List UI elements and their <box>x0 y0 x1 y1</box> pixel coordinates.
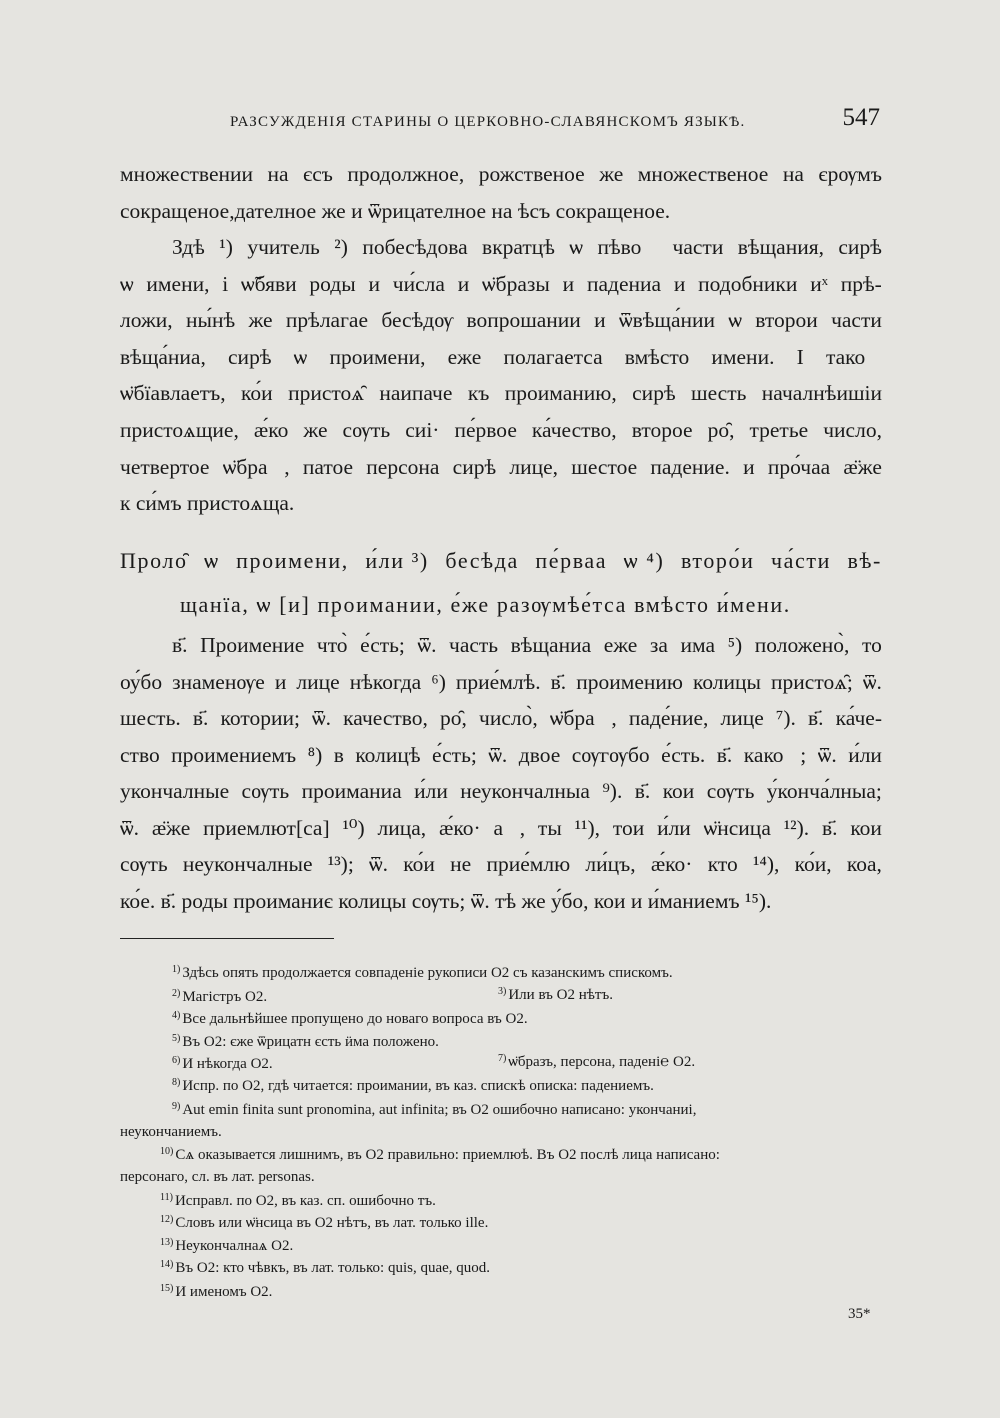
word: ѡ <box>293 345 308 369</box>
footnote <box>160 1192 436 1210</box>
word: проиманию, <box>504 381 617 405</box>
word: второе <box>631 418 693 442</box>
footnote-text: Въ О2: єже ѿрицатн єсть ӥма положено. <box>182 1034 439 1050</box>
word: у́конча́лныа; <box>766 779 882 803</box>
text-line <box>120 272 882 297</box>
word: проиманиа <box>301 779 402 803</box>
heading-word: проимени, <box>236 548 349 573</box>
word: сирѣ <box>452 455 497 479</box>
word: ӕ́ко <box>253 418 289 442</box>
word: ⁹). <box>602 779 623 803</box>
word: ѡ̈нсица <box>703 816 771 840</box>
footnote <box>172 988 267 1006</box>
word: ство <box>120 743 160 767</box>
heading-word: вѣ- <box>847 548 882 573</box>
word: ложи, <box>120 308 173 332</box>
footnote-text: Или въ О2 нѣтъ. <box>508 987 613 1003</box>
word: полагаетса <box>503 345 603 369</box>
text-line <box>120 491 294 516</box>
footnote-number: 7) <box>498 1053 507 1064</box>
word: в҃. <box>808 706 824 730</box>
footnote-continuation <box>120 1169 315 1186</box>
word: же <box>303 418 328 442</box>
word: ⁷). <box>775 706 796 730</box>
word: оу́бо <box>120 670 163 694</box>
word: Проимение <box>200 633 305 657</box>
word: в҃. <box>192 706 209 730</box>
word: єрѹмъ <box>818 162 882 186</box>
word: второи <box>755 308 818 332</box>
footnote-text: Испр. по О2, гдѣ читается: проимании, въ каз. спискѣ описка: падениемъ. <box>182 1078 654 1094</box>
word: ро̑, <box>440 706 467 730</box>
footnote-number: 11) <box>160 1192 173 1203</box>
word: на <box>267 162 289 186</box>
footnote-number: 6) <box>172 1055 181 1066</box>
word: прѣлагае <box>285 308 368 332</box>
text-line <box>120 743 882 768</box>
word: котории; <box>220 706 300 730</box>
word: ѿ. <box>312 706 332 730</box>
word: нѣкогда <box>349 670 422 694</box>
footnote <box>172 1101 696 1119</box>
footnote-text: Все дальнѣйшее пропущено до новаго вопроса въ О2. <box>182 1011 528 1027</box>
word: в҃. <box>716 743 733 767</box>
word: шесть <box>691 381 747 405</box>
word: аᷤ, <box>493 816 526 840</box>
word: ка́че- <box>835 706 882 730</box>
word: ¹²). <box>783 816 810 840</box>
word: ѡ̈браᷤ, <box>549 706 617 730</box>
word: ӕ́ко· <box>650 852 693 876</box>
word: ѡ̃бяви <box>241 272 297 296</box>
word: имени. <box>711 345 775 369</box>
word: же <box>599 162 624 186</box>
word: е́сть. <box>661 743 706 767</box>
word: знаменѹе <box>172 670 265 694</box>
word: ²) <box>334 235 348 259</box>
footnote-text: И нѣкогда О2. <box>182 1056 273 1072</box>
word: и <box>562 272 575 296</box>
heading-word: пе́рваа <box>535 548 608 573</box>
word: ѡ̈бїавлаетъ, <box>120 381 226 405</box>
word: пѣвоᷱ <box>597 235 659 259</box>
page-number: 547 <box>842 104 880 131</box>
word: прие́млѣ. <box>455 670 541 694</box>
word: неукончалныа <box>460 779 590 803</box>
text-line <box>120 670 882 695</box>
word: положено̀, <box>754 633 850 657</box>
footnote-number: 1) <box>172 964 181 975</box>
word: сѹгѹбо <box>571 743 650 767</box>
word: ѿ. <box>369 852 389 876</box>
word: что̀ <box>316 633 348 657</box>
word: ӕ̈же <box>151 816 191 840</box>
word: лице <box>296 670 340 694</box>
footnote-number: 8) <box>172 1077 181 1088</box>
word: в҃. <box>550 670 567 694</box>
word: сѹть <box>706 779 755 803</box>
word: проимениемъ <box>171 743 297 767</box>
word: укончалные <box>120 779 230 803</box>
line-text: ко́е. в҃. роды проиманиє колицы сѹть; ѿ. тѣ же у́бо, кои и и́маниемъ ¹⁵). <box>120 889 772 913</box>
word: І <box>796 345 804 369</box>
word: ка́чество, <box>531 418 617 442</box>
footnote <box>172 1055 273 1073</box>
word: кои <box>850 816 882 840</box>
heading-line-1 <box>120 548 882 574</box>
footnote-number: 9) <box>172 1101 181 1112</box>
word: приемлют[са] <box>203 816 330 840</box>
heading-word: и́ли ³) <box>365 548 429 573</box>
word: е́сть; <box>432 743 477 767</box>
word: ¹⁰) <box>342 816 365 840</box>
word: ӕ̈же <box>843 455 882 479</box>
word: сирѣ <box>838 235 882 259</box>
word: и <box>274 670 287 694</box>
word: шестое <box>571 455 638 479</box>
word: не <box>450 852 472 876</box>
heading-word: ѡ ⁴) <box>623 548 665 573</box>
word: ѿ. <box>817 743 837 767</box>
word: падение. <box>650 455 730 479</box>
footnote-separator <box>120 938 334 939</box>
footnote <box>172 964 673 982</box>
heading-line-2: щанїа, ѡ [и] проимании, е́же разѹмѣе́тса вмѣсто и́мени. <box>180 592 791 617</box>
word: сиі· <box>405 418 440 442</box>
word: еже <box>447 345 482 369</box>
word: третье <box>749 418 809 442</box>
word: ѡ̈бразы <box>482 272 550 296</box>
word: е́сть; <box>360 633 405 657</box>
word: ⁵) <box>727 633 743 657</box>
word: ѡ <box>569 235 584 259</box>
word: ѡ̈браᷤ, <box>222 455 290 479</box>
word: побесѣдова <box>362 235 468 259</box>
word: ро̑, <box>707 418 735 442</box>
word: и <box>743 455 755 479</box>
word: ны́нѣ <box>186 308 236 332</box>
word: колицы <box>692 670 761 694</box>
word: персона <box>366 455 440 479</box>
word: части <box>672 235 724 259</box>
footnote-text: Исправл. по О2, въ каз. сп. ошибочно тъ. <box>174 1193 436 1209</box>
word: лице <box>720 706 764 730</box>
running-head <box>120 104 880 138</box>
footnote-text: персонаго, сл. въ лат. personas. <box>120 1169 315 1185</box>
word: еже <box>603 633 638 657</box>
word: в҃. <box>821 816 838 840</box>
word: падениа <box>586 272 662 296</box>
footnote-number: 2) <box>172 988 181 999</box>
word: ӕ́ко· <box>439 816 481 840</box>
word: и <box>594 308 606 332</box>
word: сѹть <box>342 418 391 442</box>
footnote <box>160 1259 490 1277</box>
word: ⁶) <box>431 670 446 694</box>
word: и́ли <box>657 816 691 840</box>
word: за <box>649 633 668 657</box>
footnote-number: 14) <box>160 1259 174 1270</box>
word: часть <box>449 633 499 657</box>
word: и́ли <box>414 779 448 803</box>
word: на <box>782 162 804 186</box>
word: чи́сла <box>392 272 445 296</box>
heading-word: Проло̑ <box>120 548 188 573</box>
word: и <box>457 272 470 296</box>
footnote <box>172 1010 528 1028</box>
word: четвертое <box>120 455 210 479</box>
word: сирѣ <box>228 345 272 369</box>
word: ѿ. <box>120 816 139 840</box>
word: неукончалные <box>182 852 313 876</box>
word: ѿвѣща́нии <box>618 308 716 332</box>
word: ко́и, <box>794 852 832 876</box>
word: ¹¹), <box>574 816 601 840</box>
word: къ <box>467 381 490 405</box>
word: двое <box>518 743 561 767</box>
text-line <box>120 779 882 804</box>
word: ѿ. <box>862 670 882 694</box>
text-line <box>120 889 771 914</box>
word: бесѣдѹ <box>381 308 454 332</box>
word: наипаче <box>379 381 453 405</box>
word: началнѣишіи <box>761 381 882 405</box>
footnote <box>160 1283 272 1301</box>
word: множествении <box>120 162 253 186</box>
word: иˣ <box>810 272 828 296</box>
word: подобники <box>698 272 798 296</box>
word: же <box>248 308 273 332</box>
footnote-text: Aut emin finita sunt pronomina, aut infinita; въ О2 ошибочно написано: укончаниі, <box>182 1102 697 1118</box>
footnote <box>172 1077 654 1095</box>
footnote <box>160 1237 293 1255</box>
footnote <box>172 1033 439 1051</box>
word: сѹть <box>120 852 168 876</box>
footnote <box>498 986 613 1004</box>
word: вѣщаниа <box>510 633 592 657</box>
word: то <box>861 633 882 657</box>
text-line <box>120 308 882 333</box>
text-line <box>120 852 882 877</box>
text-line <box>120 199 670 224</box>
footnote-text: неукончаниемъ. <box>120 1124 222 1140</box>
footnote <box>498 1053 695 1071</box>
footnote-text: Словъ или ѡ̈нсица въ О2 нѣтъ, въ лат. только ille. <box>175 1215 489 1231</box>
text-line <box>120 816 882 841</box>
word: продолжное, <box>347 162 465 186</box>
word: ¹) <box>219 235 233 259</box>
footnote-number: 15) <box>160 1283 174 1294</box>
word: число, <box>823 418 882 442</box>
word: пристоѧ̑ <box>288 381 364 405</box>
word: ко́и <box>403 852 435 876</box>
footnote-continuation <box>120 1124 222 1141</box>
word: и <box>673 272 686 296</box>
footnote-text: Здѣсь опять продолжается совпаденіе рукописи О2 съ казанскимъ спискомъ. <box>182 965 673 981</box>
footnote-number: 12) <box>160 1214 174 1225</box>
heading-word: второ́и <box>680 548 755 573</box>
line-text: сокращеное,дателное же и ѿрицателное на ѣсъ сокращеное. <box>120 199 671 223</box>
word: учитель <box>247 235 320 259</box>
word: качество, <box>343 706 428 730</box>
word: вѣщания, <box>737 235 824 259</box>
word: рожственое <box>478 162 585 186</box>
text-line <box>172 235 882 260</box>
word: лица, <box>377 816 427 840</box>
word: в҃. <box>172 633 188 657</box>
word: про́чаа <box>767 455 831 479</box>
word: вкратцѣ <box>482 235 555 259</box>
word: ⁸) <box>307 743 323 767</box>
word: єсъ <box>303 162 333 186</box>
word: роды <box>309 272 356 296</box>
text-line <box>120 418 882 443</box>
word: ѿ. <box>417 633 437 657</box>
text-line <box>120 162 882 187</box>
line-text: к си́мъ пристоѧща. <box>120 491 295 515</box>
word: ѡ <box>728 308 742 332</box>
word: і <box>222 272 229 296</box>
word: такоᷤ <box>825 345 882 369</box>
text-line <box>120 706 882 731</box>
word: шесть. <box>120 706 181 730</box>
word: паде́ние, <box>628 706 709 730</box>
word: тои <box>612 816 645 840</box>
word: проимени, <box>329 345 426 369</box>
word: множественое <box>637 162 769 186</box>
footnote-number: 3) <box>498 986 507 997</box>
word: пе́рвое <box>454 418 517 442</box>
word: Здѣ <box>172 235 205 259</box>
word: сирѣ <box>632 381 676 405</box>
word: в҃. <box>634 779 651 803</box>
word: и <box>368 272 380 296</box>
word: проимению <box>576 670 683 694</box>
running-head-title: РАЗСУЖДЕНІЯ СТАРИНЫ О ЦЕРКОВНО-СЛАВЯНСКОМЪ ЯЗЫКѢ. <box>230 114 746 130</box>
word: патое <box>302 455 354 479</box>
text-line <box>120 455 882 480</box>
footnote-number: 5) <box>172 1033 181 1044</box>
word: пристоѧщие, <box>120 418 239 442</box>
word: какоᷤ; <box>743 743 807 767</box>
footnote-text: Въ О2: кто чѣвкъ, въ лат. только: quis, quae, quod. <box>175 1260 491 1276</box>
word: вѣща́ниа, <box>120 345 206 369</box>
signature-mark: 35* <box>848 1306 871 1322</box>
footnote-text: И именомъ О2. <box>175 1284 273 1300</box>
heading-word: ча́сти <box>771 548 831 573</box>
word: ѿ. <box>488 743 508 767</box>
word: в <box>333 743 344 767</box>
footnote-text: Неукончалнаѧ О2. <box>175 1238 294 1254</box>
word: ли́цъ, <box>585 852 636 876</box>
footnote <box>160 1214 488 1232</box>
footnote-text: Сѧ оказывается лишнимъ, въ О2 правильно: приемлюѣ. Въ О2 послѣ лица написано: <box>175 1147 720 1163</box>
word: коа, <box>846 852 882 876</box>
word: ¹⁴), <box>752 852 780 876</box>
word: вопрошании <box>466 308 581 332</box>
word: кто <box>707 852 738 876</box>
word: имени, <box>146 272 210 296</box>
text-line <box>172 633 882 658</box>
word: части <box>831 308 882 332</box>
word: ты <box>537 816 562 840</box>
heading-word: ѡ <box>204 548 220 573</box>
text-line <box>120 381 882 406</box>
word: пристоѧ̑; <box>771 670 853 694</box>
word: прѣ- <box>840 272 882 296</box>
footnote-number: 13) <box>160 1237 174 1248</box>
word: кои <box>662 779 695 803</box>
word: лице, <box>509 455 559 479</box>
word: колицѣ <box>355 743 421 767</box>
word: число̀, <box>479 706 538 730</box>
text-line <box>120 345 882 370</box>
footnote-number: 10) <box>160 1146 174 1157</box>
footnote-text: ѡ̈бразъ, персона, падені℮ О2. <box>508 1054 696 1070</box>
word: и́ли <box>848 743 882 767</box>
footnote <box>160 1146 720 1164</box>
heading-word: бесѣда <box>445 548 519 573</box>
word: сѹть <box>241 779 290 803</box>
footnote-number: 4) <box>172 1010 181 1021</box>
word: прие́млю <box>486 852 571 876</box>
word: ко́и <box>241 381 273 405</box>
word: ѡ <box>120 272 134 296</box>
word: има <box>680 633 716 657</box>
footnote-text: Магістръ О2. <box>182 989 268 1005</box>
word: вмѣсто <box>624 345 690 369</box>
word: ¹³); <box>327 852 354 876</box>
